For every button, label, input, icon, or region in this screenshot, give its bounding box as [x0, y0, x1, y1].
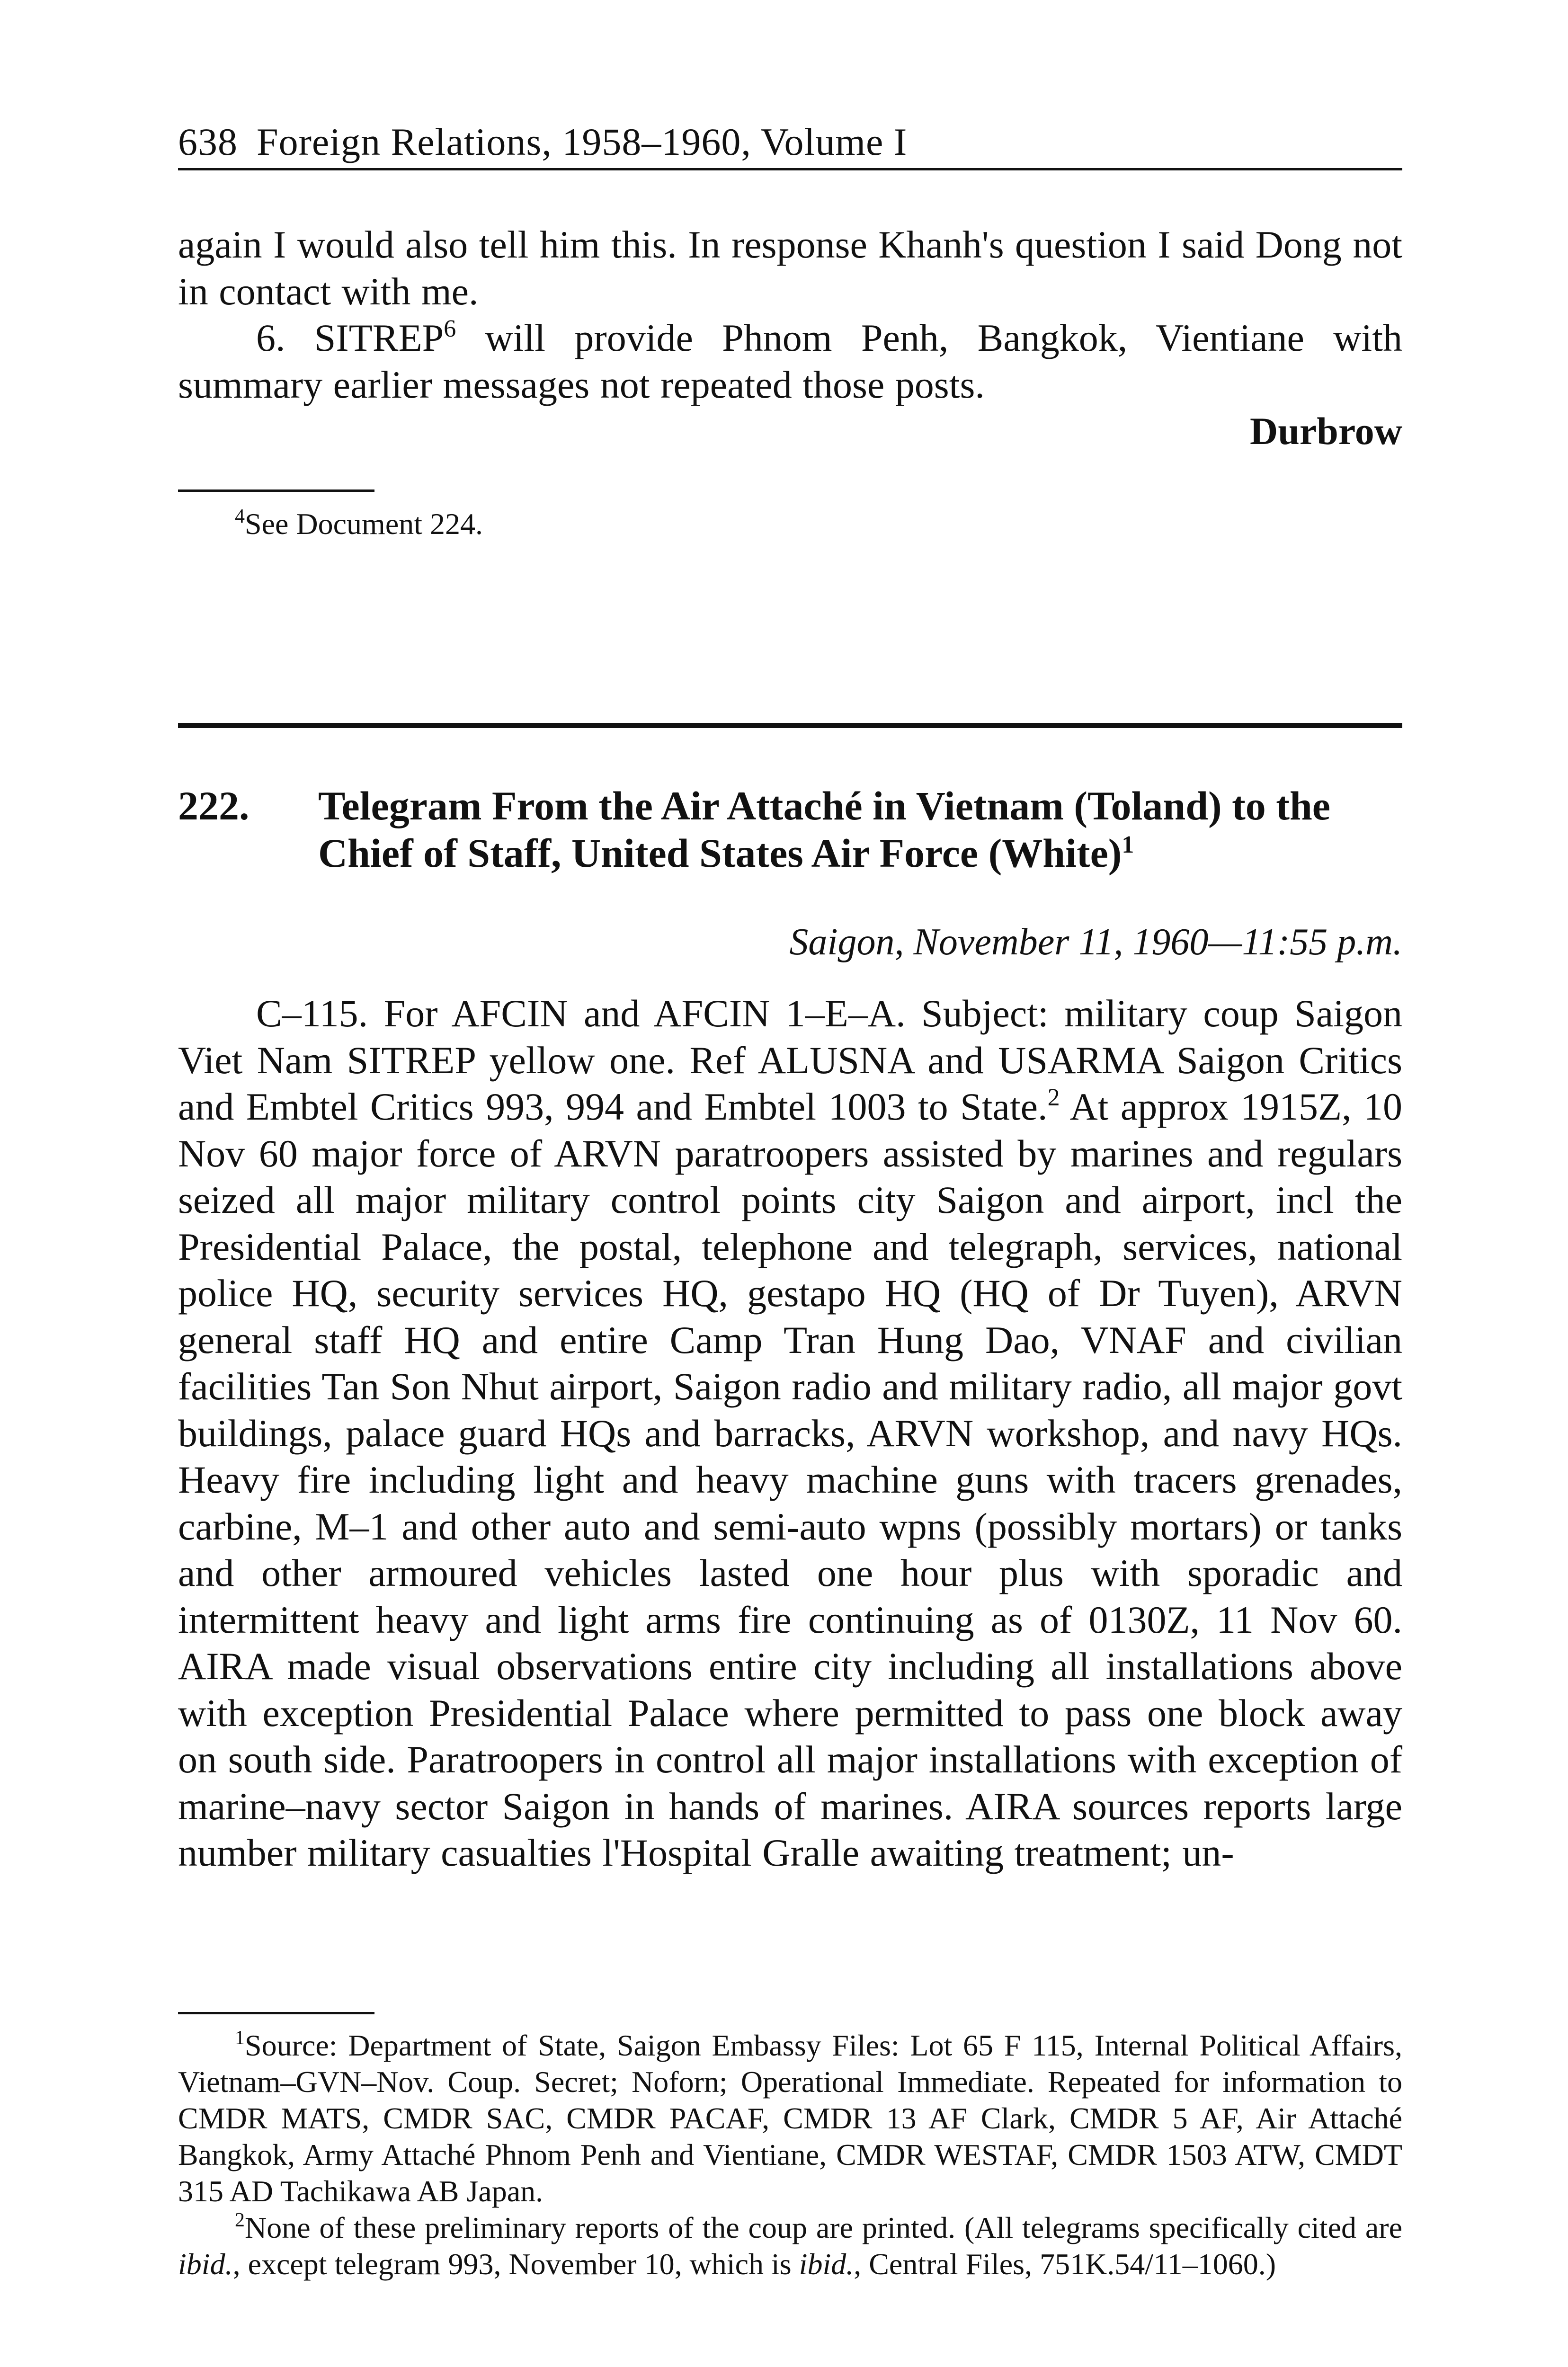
- document-title: Telegram From the Air Attaché in Vietnam (Toland) to the Chief of Staff, United States Air Force (White)$^1$: [318, 783, 1330, 876]
- continued-paragraph: again I would also tell him this. In response Khanh's question I said Dong not in contact with me.: [178, 223, 1402, 313]
- footnote-1: $^1$Source: Department of State, Saigon Embassy Files: Lot 65 F 115, Internal Political Affairs, Vietnam–GVN–Nov. Coup. Secret; Noforn; Operational Immediate. Repeated for information to CMDR MATS, CMDR SAC, CMDR PACAF, CMDR 13 AF Clark, CMDR 5 AF, Air Attaché Bangkok, Army Attaché Phnom Penh and Vientiane, CMDR WESTAF, CMDR 1503 ATW, CMDT 315 AD Tachikawa AB Japan.: [178, 2027, 1402, 2208]
- page-number: 638: [178, 120, 238, 163]
- paragraph-6: 6. SITREP$^6$ will provide Phnom Penh, Bangkok, Vientiane with summary earlier messages not repeated those posts.: [178, 315, 1403, 406]
- footnote-marker-1: 1: [1122, 831, 1134, 858]
- volume-title: Foreign Relations, 1958–1960, Volume I: [257, 120, 908, 163]
- footnote-2: $^2$None of these preliminary reports of the coup are printed. (All telegrams specifically cited are ibid., except telegram 993, November 10, which is ibid., Central Files, 751K.54/11–1060.): [178, 2209, 1402, 2281]
- previous-document-end: [178, 222, 1402, 455]
- footnote-4: $^4$See Document 224.: [235, 506, 483, 541]
- telegram-body: [178, 990, 1402, 1877]
- dateline: Saigon, November 11, 1960—11:55 p.m.: [789, 921, 1402, 963]
- running-head: [178, 118, 1402, 166]
- footnote-rule: [178, 489, 374, 492]
- footnote-marker-2: 2: [1047, 1084, 1060, 1111]
- section-divider: [178, 723, 1402, 728]
- document-heading: [178, 782, 1402, 877]
- footnote-marker-6: 6: [444, 315, 456, 342]
- document-number: 222.: [178, 783, 249, 828]
- footnote-rule: [178, 2012, 374, 2014]
- signature: Durbrow: [1250, 409, 1402, 453]
- telegram-paragraph: C–115. For AFCIN and AFCIN 1–E–A. Subject: military coup Saigon Viet Nam SITREP yellow one. Ref ALUSNA and USARMA Saigon Critics and Embtel Critics 993, 994 and Embtel 1003 to State.$^2$ At approx 1915Z, 10 Nov 60 major force of ARVN paratroopers assisted by marines and regulars seized all major military control points city Saigon and airport, incl the Presidential Palace, the postal, telephone and telegraph, services, national police HQ, security services HQ, gestapo HQ (HQ of Dr Tuyen), ARVN general staff HQ and entire Camp Tran Hung Dao, VNAF and civilian facilities Tan Son Nhut airport, Saigon radio and military radio, all major govt buildings, palace guard HQs and barracks, ARVN workshop, and navy HQs. Heavy fire including light and heavy machine guns with tracers grenades, carbine, M–1 and other auto and semi-auto wpns (possibly mortars) or tanks and other armoured vehicles lasted one hour plus with sporadic and intermittent heavy and light arms fire continuing as of 0130Z, 11 Nov 60. AIRA made visual observations entire city including all installations above with exception Presidential Palace where permitted to pass one block away on south side. Paratroopers in control all major installations with exception of marine–navy sector Saigon in hands of marines. AIRA sources reports large number military casualties l'Hospital Gralle awaiting treatment; un-: [178, 992, 1402, 1874]
- header-rule: [178, 168, 1402, 170]
- previous-footnotes: [178, 506, 1402, 542]
- footnotes: [178, 2027, 1402, 2282]
